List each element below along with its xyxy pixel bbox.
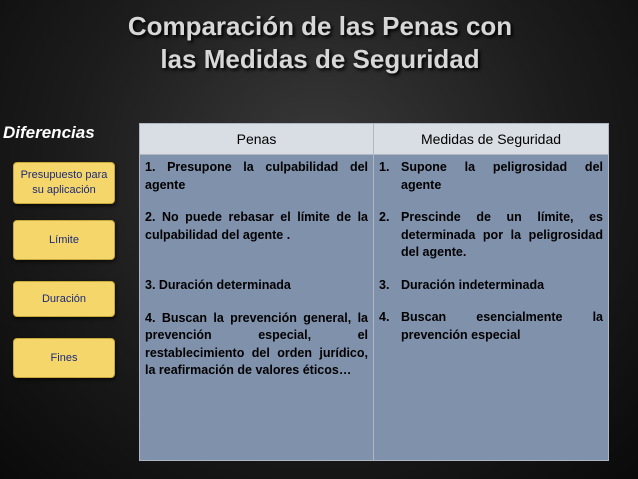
medidas-item-text: Prescinde de un límite, es determinada por la peligrosidad del agente.: [401, 210, 603, 259]
medidas-item-text: Buscan esencialmente la prevención especial: [401, 310, 603, 342]
medidas-item: [379, 277, 603, 295]
medidas-item: [379, 309, 603, 344]
medidas-item: [379, 159, 603, 194]
penas-item: 1. Presupone la culpabilidad del agente: [145, 160, 368, 192]
comparison-table: [139, 123, 609, 461]
header-penas: Penas: [140, 124, 374, 155]
title-line-2: las Medidas de Seguridad: [160, 44, 480, 74]
side-item-duracion: Duración: [13, 281, 115, 317]
medidas-item-number: 4.: [379, 310, 390, 324]
side-item-fines: Fines: [13, 338, 115, 378]
penas-column: [140, 155, 374, 461]
penas-item: 3. Duración determinada: [145, 278, 291, 292]
title-line-1: Comparación de las Penas con: [127, 11, 513, 41]
medidas-item-number: 3.: [379, 277, 390, 292]
slide-title: [100, 10, 540, 76]
medidas-item-text: Duración indeterminada: [401, 277, 545, 292]
medidas-column: [374, 155, 609, 461]
medidas-item: [379, 209, 603, 262]
medidas-item-text: Supone la peligrosidad del agente: [401, 160, 603, 192]
side-heading: Diferencias: [3, 123, 95, 142]
header-medidas: Medidas de Seguridad: [374, 124, 609, 155]
side-item-presupuesto: Presupuesto para su aplicación: [13, 162, 115, 204]
medidas-item-number: 2.: [379, 210, 390, 224]
penas-item: 2. No puede rebasar el límite de la culpabilidad del agente .: [145, 210, 368, 242]
medidas-item-number: 1.: [379, 160, 390, 174]
penas-item: 4. Buscan la prevención general, la prevención especial, el restablecimiento del orden jurídico, la reafirmación de valores éticos…: [145, 310, 368, 377]
side-item-limite: Límite: [13, 220, 115, 260]
